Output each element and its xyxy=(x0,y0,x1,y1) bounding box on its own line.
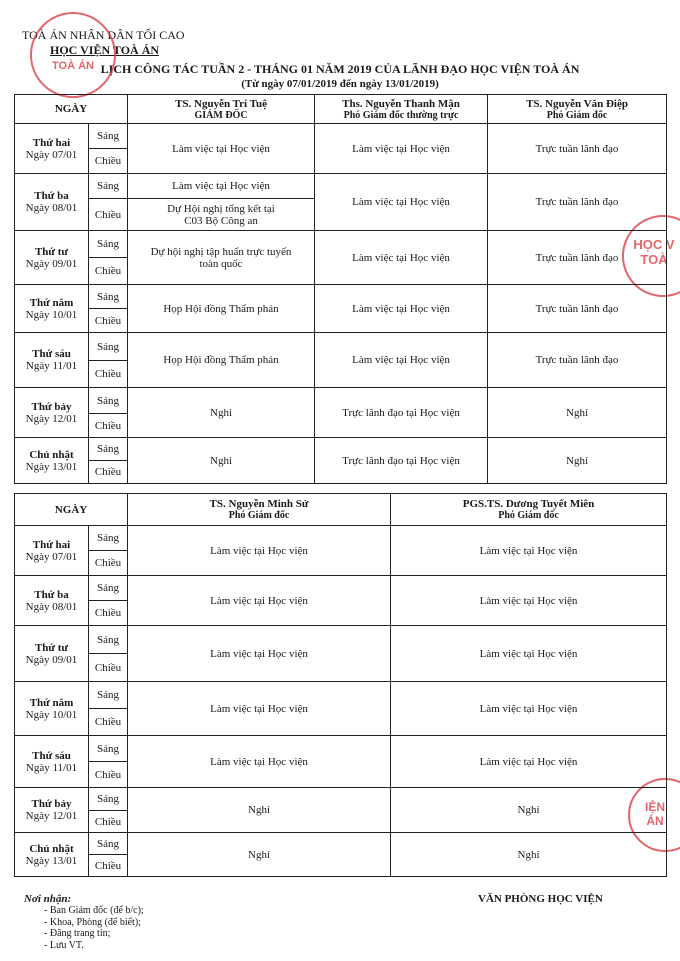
session-chieu: Chiều xyxy=(89,654,128,682)
activity-cell: Làm việc tại Học viện xyxy=(391,626,667,682)
recipients-title: Nơi nhận: xyxy=(24,893,72,905)
activity-cell: Họp Hội đồng Thẩm phán xyxy=(128,333,315,388)
header-ngay: NGÀY xyxy=(15,494,128,526)
session-sang: Sáng xyxy=(89,788,128,811)
session-sang: Sáng xyxy=(89,682,128,709)
activity-cell: Dự hội nghị tập huấn trực tuyến toàn quốc xyxy=(128,231,315,285)
leader-header: TS. Nguyễn Văn Điệp Phó Giám đốc xyxy=(488,95,667,124)
leader-header: PGS.TS. Dương Tuyết Miên Phó Giám đốc xyxy=(391,494,667,526)
day-cell: Thứ sáu Ngày 11/01 xyxy=(15,333,89,388)
session-sang: Sáng xyxy=(89,124,128,149)
recipients-list xyxy=(44,905,144,951)
recipient-item: - Lưu VT. xyxy=(44,940,144,952)
activity-cell: Làm việc tại Học viện xyxy=(315,285,488,333)
session-sang: Sáng xyxy=(89,333,128,361)
org-name: TOÀ ÁN NHÂN DÂN TỐI CAO xyxy=(22,28,185,42)
session-sang: Sáng xyxy=(89,526,128,551)
activity-cell: Làm việc tại Học viện xyxy=(128,682,391,736)
activity-cell: Làm việc tại Học viện xyxy=(315,124,488,174)
activity-cell: Trực tuần lãnh đạo xyxy=(488,285,667,333)
recipient-item: - Đăng trang tin; xyxy=(44,928,144,940)
recipient-item: - Khoa, Phòng (để biết); xyxy=(44,917,144,929)
activity-cell: Làm việc tại Học viện xyxy=(128,736,391,788)
session-sang: Sáng xyxy=(89,388,128,414)
session-sang: Sáng xyxy=(89,285,128,309)
session-chieu: Chiều xyxy=(89,361,128,388)
session-sang: Sáng xyxy=(89,438,128,461)
day-cell: Thứ năm Ngày 10/01 xyxy=(15,285,89,333)
office-signature: VĂN PHÒNG HỌC VIỆN xyxy=(478,893,603,905)
session-sang: Sáng xyxy=(89,833,128,855)
session-chieu: Chiều xyxy=(89,199,128,231)
activity-cell: Làm việc tại Học viện xyxy=(128,576,391,626)
schedule-title: LỊCH CÔNG TÁC TUẦN 2 - THÁNG 01 NĂM 2019 CỦA LÃNH ĐẠO HỌC VIỆN TOÀ ÁN xyxy=(100,62,580,76)
activity-cell: Làm việc tại Học viện xyxy=(128,124,315,174)
schedule-table-1 xyxy=(14,94,667,484)
activity-cell: Nghỉ xyxy=(488,388,667,438)
activity-cell: Làm việc tại Học viện xyxy=(391,576,667,626)
activity-cell: Trực tuần lãnh đạo xyxy=(488,174,667,231)
activity-cell: Nghỉ xyxy=(128,833,391,877)
day-cell: Chủ nhật Ngày 13/01 xyxy=(15,833,89,877)
session-sang: Sáng xyxy=(89,231,128,258)
day-cell: Thứ bảy Ngày 12/01 xyxy=(15,788,89,833)
session-sang: Sáng xyxy=(89,626,128,654)
session-chieu: Chiều xyxy=(89,461,128,484)
activity-cell: Trực tuần lãnh đạo xyxy=(488,333,667,388)
session-sang: Sáng xyxy=(89,174,128,199)
activity-cell: Nghỉ xyxy=(391,788,667,833)
session-chieu: Chiều xyxy=(89,762,128,788)
activity-cell: Họp Hội đồng Thẩm phán xyxy=(128,285,315,333)
seal-stamp-bottom: IỆN ÁN xyxy=(628,778,680,852)
activity-cell: Làm việc tại Học viện xyxy=(391,526,667,576)
activity-cell: Nghỉ xyxy=(488,438,667,484)
activity-cell: Dự Hội nghị tổng kết tại C03 Bộ Công an xyxy=(128,199,315,231)
activity-cell: Trực tuần lãnh đạo xyxy=(488,231,667,285)
activity-cell: Nghỉ xyxy=(128,438,315,484)
activity-cell: Làm việc tại Học viện xyxy=(128,526,391,576)
activity-cell: Làm việc tại Học viện xyxy=(391,736,667,788)
leader-header: TS. Nguyễn Trí Tuệ GIÁM ĐỐC xyxy=(128,95,315,124)
activity-cell: Làm việc tại Học viện xyxy=(391,682,667,736)
day-cell: Thứ sáu Ngày 11/01 xyxy=(15,736,89,788)
session-chieu: Chiều xyxy=(89,149,128,174)
session-chieu: Chiều xyxy=(89,258,128,285)
session-chieu: Chiều xyxy=(89,414,128,438)
activity-cell: Làm việc tại Học viện xyxy=(315,333,488,388)
session-chieu: Chiều xyxy=(89,855,128,877)
leader-header: Ths. Nguyễn Thanh Mận Phó Giám đốc thường trực xyxy=(315,95,488,124)
seal-stamp-right: HỌC V TOÀ xyxy=(622,215,680,297)
activity-cell: Nghỉ xyxy=(128,388,315,438)
day-cell: Thứ ba Ngày 08/01 xyxy=(15,174,89,231)
activity-cell: Làm việc tại Học viện xyxy=(128,174,315,199)
activity-cell: Làm việc tại Học viện xyxy=(315,231,488,285)
day-cell: Thứ năm Ngày 10/01 xyxy=(15,682,89,736)
activity-cell: Nghỉ xyxy=(128,788,391,833)
session-sang: Sáng xyxy=(89,576,128,601)
day-cell: Chủ nhật Ngày 13/01 xyxy=(15,438,89,484)
activity-cell: Làm việc tại Học viện xyxy=(128,626,391,682)
session-chieu: Chiều xyxy=(89,601,128,626)
leader-header: TS. Nguyễn Minh Sử Phó Giám đốc xyxy=(128,494,391,526)
day-cell: Thứ bảy Ngày 12/01 xyxy=(15,388,89,438)
day-cell: Thứ hai Ngày 07/01 xyxy=(15,124,89,174)
header-ngay: NGÀY xyxy=(15,95,128,124)
activity-cell: Trực lãnh đạo tại Học viện xyxy=(315,388,488,438)
activity-cell: Trực lãnh đạo tại Học viện xyxy=(315,438,488,484)
schedule-subtitle: (Từ ngày 07/01/2019 đến ngày 13/01/2019) xyxy=(241,78,439,90)
activity-cell: Làm việc tại Học viện xyxy=(315,174,488,231)
day-cell: Thứ tư Ngày 09/01 xyxy=(15,626,89,682)
schedule-table-2 xyxy=(14,493,667,877)
activity-cell: Nghỉ xyxy=(391,833,667,877)
session-sang: Sáng xyxy=(89,736,128,762)
recipient-item: - Ban Giám đốc (để b/c); xyxy=(44,905,144,917)
session-chieu: Chiều xyxy=(89,309,128,333)
session-chieu: Chiều xyxy=(89,709,128,736)
day-cell: Thứ ba Ngày 08/01 xyxy=(15,576,89,626)
session-chieu: Chiều xyxy=(89,551,128,576)
session-chieu: Chiều xyxy=(89,811,128,833)
unit-name: HỌC VIỆN TOÀ ÁN xyxy=(50,43,160,57)
seal-stamp-top: TOÀ ÁN xyxy=(30,12,116,98)
day-cell: Thứ hai Ngày 07/01 xyxy=(15,526,89,576)
day-cell: Thứ tư Ngày 09/01 xyxy=(15,231,89,285)
activity-cell: Trực tuần lãnh đạo xyxy=(488,124,667,174)
